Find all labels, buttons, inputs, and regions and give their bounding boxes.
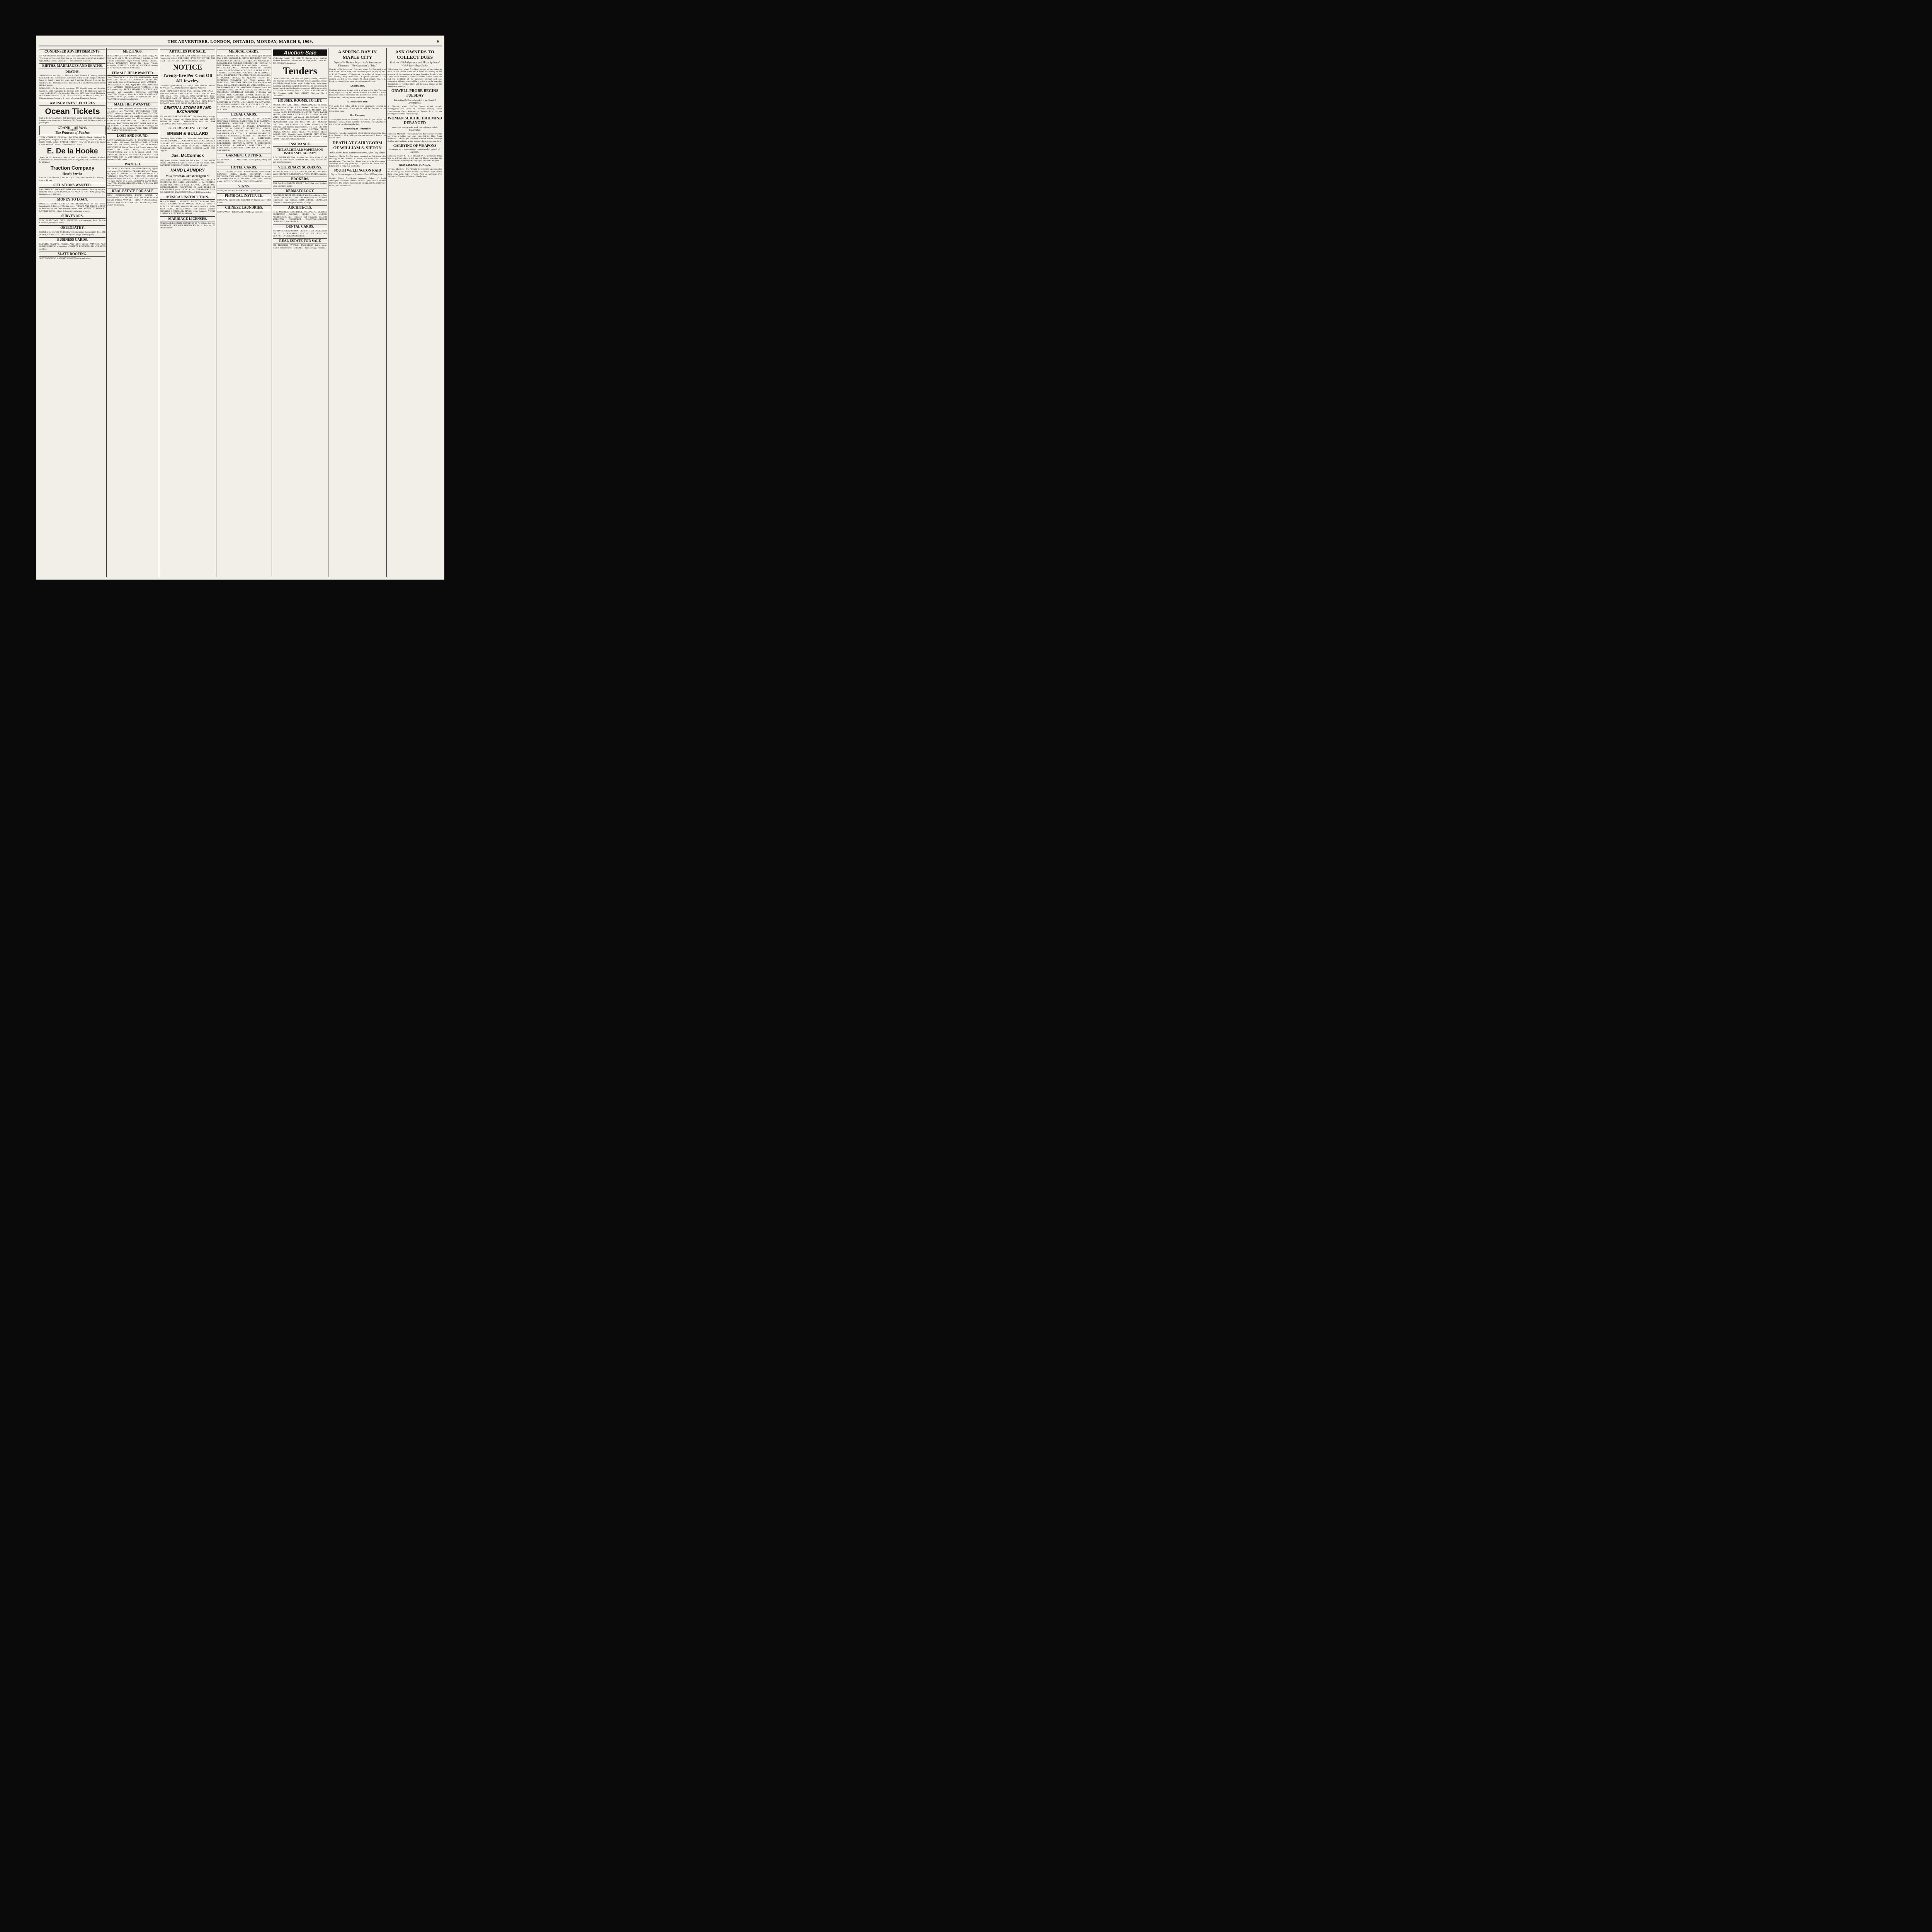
article-subheadline: Interesting Evidence Expected in the Scandal Investigation. (394, 99, 436, 104)
classified-text: HOTEL HARRISON—KING AND Richmond streets. KING EDWARD HOTEL (LATE BRITANNIA Hotel). METROPOLITAN HOTEL—TO AND FROM the station. DOMINION HOUSE, ADJOINING Grand Trunk Railway station. HOTEL WINDSOR, OPPOSITE MARKET. (217, 170, 271, 183)
section-heading: LEGAL CARDS. (217, 112, 271, 117)
ad-headline: GRAND---All Week (57, 126, 88, 130)
article-headline: CARRYING OF WEAPONS (393, 143, 437, 148)
ad-text: Commencing Wednesday, for 15 days. Stock must be reduced. N. W. SMITH, 230 Dundas street, opposite Armories. (160, 84, 215, 90)
article-text: A local paper stated on Saturday that about 87 per cent of the farmers of Canada reside over their own farms. The Advertiser's trip is giving excellent satisfaction. (329, 118, 386, 126)
masthead-title: THE ADVERTISER, LONDON, ONTARIO, MONDAY, MARCH 8, 1909. (167, 39, 313, 44)
ad-text: Agent for all Steamship Lines to and from England, Ireland, Scotland, Continental and Mediterranean ports. Sailing lists and all information can be obtained. (39, 156, 105, 164)
classified-text: 880 PRINCESS AVENUE, TWO-STORY brick house, modern conveniences. FOR SALE—Brick cottage, 7 rooms. (273, 244, 327, 249)
classified-text: REGULAR COMMUNICATION OF Union Lodge, No. 380, A. F. and A. M., this (Monday) evening, at 7:30 o'clock, at Masonic Temple. Visitors welcome. GOSPEL HALL, HAMILTON ROAD—Mr. James Waugh, evangelist. FIFTEENTH ANNUAL GENERAL meeting of the London Children's Aid Society. (107, 55, 158, 70)
article-subheadline: Hamilton Woman Who Took Her Life Was Polish Cigarmaker. (392, 127, 438, 132)
column-1 (39, 48, 106, 577)
masthead (36, 39, 444, 48)
section-heading: SIGNS. (217, 184, 271, 189)
article-text: Two weeks from today will be a great temperance occasion in Chatham, and most of the pulpits will be devoted to the temperance cause. (329, 105, 386, 112)
section-heading: SURVEYORS. (39, 214, 105, 219)
theatre-ad (39, 126, 105, 135)
classified-text: SIGNS, BANNERS, WINDOW AND glass signs. (217, 190, 261, 192)
classified-text: VETERAN SCRIP WANTED IMMEDIATELY; highest cash price. COMMERCIAL TRAVELLER WANTS room by April 15. WANTED—TEN THOUSAND ROLLS wallpaper to hang. WANTED—TEN CARS GOOD DRY hardwood ashes. WANTED—A DESIRABLE PERSON TO take charge of a ward. VETERAN LAND SCRIP WANTED. SOUTH AFRICAN SCRIP—WILL PAY $525 for veteran scrip. (107, 168, 158, 187)
classified-text: WOOLVERTON & BROWN, DENTISTS, 216 Dundas street. DR. G. H. KENNEDY, DENTIST. DR. BENTLEY, DENTIST, OVER Ed Dundas street. (273, 230, 327, 238)
column-6 (328, 48, 386, 577)
classified-text: FOR SALE—LONDON STREET RAILWAY and Southern Loan Company stocks. (273, 182, 327, 187)
column-3 (159, 48, 216, 577)
section-heading: SLATE ROOFING. (39, 252, 105, 257)
article-text: Chatham has been favored with a perfect spring day. The sun shone brightly all day and people came out in hundreds to enjoy the balmy weather conditions. The favorite walk seemed to be to Indian Creek, and the pleasant roads were thronged. (329, 89, 386, 99)
ad-text: 324 and 326 CLARENCE STREET. Dry, clean, bright storage for furniture, pianos, etc. Goods bought and sold. KEEP WARM AT SMALL COST—GOOD hard coal. FOR CARRIAGE AND WAGON PAINTING. (160, 116, 215, 126)
classified-text: NEW EIGHT-ROOMED BRICK HOUSE, all conveniences. A GOOD SPECULATION IN REAL estate for sale. LORNE AVENUE — BRICK-VENEER cottage, 6 rooms. FOR SALE — WATERLOO STREET, central, 2-story brick house. (107, 194, 158, 206)
ad-subheadline: Miss Strachan, 347 Wellington St (165, 174, 210, 178)
section-heading: GARMENT CUTTING. (217, 153, 271, 158)
ad-subheadline: Twenty-five Per Cent Off All Jewelry. (162, 72, 213, 83)
article-text: St. Thomas, March 7.—The famous Orwell scandal investigation will open on Tuesday morning before Commissioner Ennis Saunders, of Toronto. It is said the investigation will be very thorough. (388, 105, 442, 115)
classified-text: HEDLEY V. CATON, OSTEOPATHIC physician. Consultation free. DR. WHITE, GRADUATE LOS ANGELES College of Osteopathy. (39, 231, 105, 236)
classified-text: F. W. FARNCOMB, CIVIL ENGINEER and surveyor, Bank Toronto Chambers, Richmond street. (39, 219, 105, 224)
section-heading: CONDENSED ADVERTISEMENTS. (39, 49, 105, 54)
column-4 (216, 48, 272, 577)
newspaper-page (36, 36, 444, 580)
ad-headline: BREEN & BULLARD (167, 131, 208, 136)
classified-text: ROOMS FOR MILLINERS, DRESSMAKERS or tailors. WOULD LEASE HALF OF STORE ON south side of Dundas street. NINE-ROOMED HOUSE, MODERN, good location. ALEX. HENDERSON'S MOVING VANS. LARGE HOUSE, 10 ROOMS, CENTRAL. LARGE FRONT ROOM, WELL FURNISHED and heated. SIX-ROOMED BRICK HOUSE, PRACTICALLY new. TO RENT—HOUSE, BARN, BLACKSMITH shop and tools. TO LET—MODERN DWELLING. TO LET—NO. 48 YORK STREET, FOUR bedrooms and modern improvements. TO LET OR FOR SALE—COTTAGE, seven rooms. 2-STORY BRICK HOUSE, ON ST. James street. TWO-STORY BRICK HOUSE, 3679 Waterloo street. FOREST CITY UNION MOVING VANS. FIVE-ROOMED HOUSE. STORAGE FOR FURNITURE, PIANOS and pictures. (273, 104, 327, 141)
ad-headline: HAND LAUNDRY (170, 168, 205, 173)
classified-text: SLATE ROOFING, ASPHALT CEMENT roofs and prices. (39, 257, 91, 260)
section-heading: SITUATIONS WANTED. (39, 183, 105, 188)
section-heading: PHYSICAL INSTITUTE. (217, 193, 271, 198)
article-headline: WOMAN SUICIDE HAD MIND DERANGED (388, 116, 442, 126)
article-text: Hamilton, March 8.—The woman who threw herself into the bay from a bridge has been identified by Miss Annie Kobilevska, a Polish girl. She lived with her brother, who says that her mind had been acting strangely for the past four days. (388, 133, 442, 143)
ad-subheadline: THE ARCHIBALD McPHERSON INSURANCE AGENCY (277, 148, 323, 155)
article-subheadline: Liquor License Inspector Summons Three Hillsbury Men. (331, 173, 384, 176)
classified-text: LOST, SATURDAY, MARCH 6—BEAVER fur between the Market, 311 street. FOUND—PURSE, CORNER WORTLEY and Briscoe, Sunday. LOST ON SUNDAY, BETWEEN ST. Mary's Church and Dundas street—Gold locket and chain. LOST, SATURDAY—A POCKETBOOK, near G. T. R. station. LOST—THIS MORNING, ON DUNDAS street—A mink muff. LOST BETWEEN CON. 1, WESTMINSTER, and Collegiate Institute—Gold locket. (107, 139, 158, 161)
article-headline: DEATH AT CAIRNGORM OF WILLIAM S. SIFTON (332, 140, 383, 150)
section-heading: MUSICAL INSTRUCTION. (160, 195, 215, 200)
section-heading: VETERINARY SURGEONS. (273, 165, 327, 170)
article-text: Strathroy, March 7.—The death occurred at Cairngorm this morning of Mr. William S. Sifton, the well-known cheese manufacturer. The late Mr. Sifton was born in Westminster Township about fifty years ago. In politics Mr. Sifton was a Liberal and in religion a Methodist. (329, 155, 386, 168)
section-heading: MALE HELP WANTED. (107, 102, 158, 107)
ad-headline: Ocean Tickets (45, 107, 100, 116)
ad-headline: Tenders (283, 65, 317, 77)
ad-text: London to St. Thomas, 7 a.m. to 11 p.m. Every two hours to Port Stanley, 7 a.m. to 11 p.m. (39, 177, 105, 182)
classified-text: JAS. CRESSWELL, MUSICAL DIRECTOR Grand Opera House. STUDIOS—HEINTZMAN'S, DUNDAS street. J. PARNELL MORRIS, ORGANIST and choirmaster. MISS JEAN ROBB, ELOCUTIONIST and soprano vocalist. CHARLES E. WHEELER, PIANO, organ, harmony. VERNE L. HEWER, CONCERT BARITONE. (160, 200, 215, 215)
ad-headline: The Princess of Patches (55, 131, 90, 135)
section-heading: DENTAL CARDS. (273, 224, 327, 229)
classified-text: WONG WOO—THE HAMILTON ROAD Laundry. (217, 211, 263, 213)
classified-text: EXPERIENCED MAN AND WIFE want situation on a farm by the year, from the 1st of April. BOOKKEEPER WANTS POSITION; young lady, inexperienced; reference. (39, 188, 105, 196)
section-heading: LOST AND FOUND. (107, 133, 158, 138)
section-heading: MONEY TO LOAN. (39, 197, 105, 202)
ad-text: TONY CORTESE, ORIGINAL LONDON HARP—Music furnished for parties, balls, banquets. CHAPTER HOUSE—Monday, March 8th, Rev. W. Dabbe Smith, lecture. UNIQUE TALENT TEA will be given by Young Ladies' Mission Circle of First Methodist Church. (39, 136, 105, 146)
ad-headline: E. De la Hooke (47, 147, 98, 155)
article-text: SAUNBY—In this city, on March 8, 1909, Thomas E. Saunby, beloved husband of Ethel May Saunby, and second oldest son of George and the late Mary J. Saunby, aged 24 years and 8 months. Funeral from his late residence, 473 Dufferin avenue. Friends and acquaintances please accept this intimation. (39, 74, 105, 87)
section-heading: BROKERS. (273, 177, 327, 182)
section-heading: BUSINESS CARDS. (39, 237, 105, 242)
article-crosshead: Something to Remember. (344, 127, 371, 130)
ad-headline: Auction Sale (273, 49, 327, 56)
section-heading: ARCHITECTS. (273, 205, 327, 210)
ad-text: High grade Harness, Trunks and Suit Cases. IF YOU WANT HELP, SITUATIONS want to buy or sell real estate. YOU CAN KEEP YOURSELF WARM with plenty of wood. (160, 159, 215, 167)
section-heading: MEETINGS. (107, 49, 158, 54)
article-text: [Special to The Advertiser.] Chatham, March 7.—The services at Park Street Church were conducted throughout the day by Rev. A. E. M. Thomson, of Woodstock, the subject of the morning and evening being "Education." A special quartette in the evening was led by Mrs. Bogart. At Christ Church, Rev. T. S. Boyle continued his series of special sermons for men. (329, 68, 386, 83)
section-heading: WANTED. (107, 162, 158, 167)
article-subheadline: Enjoyed in Various Ways—Able Sermons on Education—The Advertiser's "Trip." (333, 61, 381, 67)
article-headline: A SPRING DAY IN MAPLE CITY (338, 49, 377, 60)
classified-text: PATTERNS CUT TO MEASURE. Tailor system, fitting and cutting. (217, 158, 271, 164)
article-subheadline: Rock on Which Operator and Miner Split and Which May Mean Strike. (390, 61, 440, 67)
article-text: Hamilton, March 8.—T. J. Stewart, M.P., announced today that he will introduce a bill into the House amending the criminal code respecting the carrying of concealed weapons. (388, 155, 442, 162)
subheading: DEATHS. (65, 69, 80, 73)
ad-headline: Traction Company (50, 165, 95, 171)
classified-text: P. M. MILLIKAN. Fire, Accident and Plate Glass. G. M. GUNN & SON—ESTABLISHED 1863. Fire, accident and sick benefit insurance. (273, 156, 327, 164)
article-headline: ORWELL PROBE BEGINS TUESDAY (391, 89, 439, 98)
column-5 (272, 48, 328, 577)
article-crosshead: Our Farmers. (350, 114, 365, 117)
classified-text: PRIVATE FUNDS TO LOAN ON MORTGAGES on real estate. Macpherson & Ferris, 47 Dundas street. PRIVATE AND TRUST MONEY to loan on city and farm property; lowest rates. MONEY TO LOAN AT LOWEST RATES—Knott & Sangster, real estate brokers. (39, 202, 105, 213)
classified-text: TAMPE & SON—OFFICE AND HOSPITAL, 188 Talbot street. TENNENT & McDONALD, VETERINARY surgeons. (273, 170, 327, 175)
ad-text: TONIGHT (67, 129, 78, 132)
classified-text: MARRIAGE LICENSES ISSUED BY H. A. Childs, druggist. MARRIAGE LICENSES ISSUED BY W. H. Bartram, 99 Dundas street. (160, 222, 215, 230)
article-text: Toronto, March 6.—The Ontario Government has appointed the following new license boards: Fifty-third—West, Walter Ross, John Lang, Peter McVicar, Peter A. McVicar, West Wellington, Thomas McManus, John Jackson. (388, 168, 442, 178)
classified-text: PHYSICAL INSTITUTE, CORNER Wellington and Talbot streets. (217, 199, 271, 204)
section-heading: FEMALE HELP WANTED. (107, 71, 158, 76)
section-heading: DERMATOLOGY. (273, 189, 327, 194)
ad-text: Cement sidewalks, and kerb and gutters, lumber, hardware, iron castings, corner irons, Portland cement, gravel and stone, vitrified tile, gravel, broken stone, driving sewer, stone street, sweeping and cleaning asphalt pavements, etc. Tenders for the above general supplies for the current year will be received up to 5 o'clock on Tuesday, March 11, 1909. A. O. GRAYDON, City Engineer. ALD. WM. GERRY, Chairman No. 2 Committee. (273, 77, 327, 97)
section-heading: BIRTHS, MARRIAGES AND DEATHS. (39, 63, 105, 68)
ad-headline: NOTICE (173, 63, 202, 71)
column-7 (386, 48, 443, 577)
article-crosshead: A Temperance Day. (347, 100, 368, 103)
classified-text: WANTED—COOK; ALSO CHAMBERMAID. Apply Hotel Ceell. WANTED—COMPETENT SKIRT AND waist hands; none but first-class need apply. WANTED—AN ASSISTANT COOK. Apply Miss Shea, 202 Dundas street. WANTED—MIDDLE-AGED WOMAN, to live with young lady. SHOES REPAIRED QUICKLY AND properly, and reasonable. GENERAL SERVANT WANTED TO go to Sifton Park. HOUSEMAID AND DINING-ROOM girl wanted. EXPERIENCED GIRLS WANTED to work in book bindery. (107, 76, 158, 101)
article-subheadline: Well-Known Cheese Manufacturer Dead, After Long Illness. (329, 151, 386, 154)
classified-text: FOR SALE—SADDLERY AND HARNESS business; good reasons for selling. FOR SALE—TWO FAT CATTLE. FOR SALE—OATS FOR SEED; WHITE Marvel variety. (160, 55, 215, 62)
article-headline: SOUTH WELLINGTON RAID (333, 168, 381, 173)
section-heading: HOTEL CARDS. (217, 165, 271, 170)
article-text: No Advertisement Accepted Less Than Fifteen Words. Advertisements—Ten cents per line each insertion, or two cents per word if set in display type. Births, Deaths, Marriages—Fifty cents each insertion. (39, 55, 105, 62)
section-heading: REAL ESTATE FOR SALE (273, 238, 327, 243)
section-heading: ARTICLES FOR SALE. (160, 49, 215, 54)
ad-subheadline: Hourly Service (62, 172, 83, 175)
article-subheadline: Hamilton M. P. Wants Police Empowered to Search All Suspects. (389, 148, 440, 154)
classified-text: STUART & SCANDRETT, BARRISTERS, etc. GIBBONS, HARPER & GIBBONS, BARRISTERS. W. E. BARTRAM, BARRISTER, SOLICITOR. BUCHNER & GUNN, BARRISTERS. JARVIS & JARVIS, BARRISTERS. McKILLOP & MURPHY, BARRISTERS. MAGEE, HEIGHINGTON, BARRISTERS. J. M. McEVOY, BARRISTER, SOLICITOR. J. A. FAULDS, BARRISTER. PURDOM & PURDOM, BARRISTERS. TENNENT & CAMPBELL, BARRISTERS. A. GREENLEES, BARRISTER, ETC. FITZGERALD & FITZGERALD, BARRISTERS. CRONYN & BETTS & COLERIDGE. BLACKBURN & WEEKES, BARRISTERS. T. H. LUSCOMBE, BARRISTER. GRAYDON & GRAYDON, BARRISTERS. (217, 117, 271, 152)
classified-text: ELECTRO-PLATING, NICKEL AND silver plating. PAINTING AND RUBBER-TIRING a specialty. CARPETS REMODELLED, CLEANED and laid. (39, 243, 105, 250)
article-text: ROBINSON—At the family residence, 596 Ontario street, on Saturday, March 6, 1909, Catharine E., beloved wife of F. H. Robinson, aged 55 years. McKNIGHT—On Saturday, March 6, 1909, Mrs. Sarah McKnight, of 126 Hamilton road. FOWLER—In this city, on March 7, 1909, at 92 Princess avenue, Margaret A., relict of the late Thomas A. Fowler. (39, 87, 105, 100)
article-crosshead: NEW LICENSE BOARDS. (399, 163, 431, 167)
ad-subheadline: FRESH MEATS EVERY DAY (167, 126, 208, 130)
section-heading: OSTEOPATHY. (39, 225, 105, 230)
section-heading: REAL ESTATE FOR SALE (107, 189, 158, 194)
section-heading: INSURANCE. (273, 142, 327, 147)
section-heading: MARRIAGE LICENSES. (160, 216, 215, 221)
page-number: 9 (437, 39, 439, 44)
ad-headline: Jas. McCormick (171, 153, 204, 158)
ad-text: Normandy Meat Market. 491 Richmond Street. Phone 2397. ROBINSON PIANO, 1 OCTAVES AT $330. YOUR BICYCLE CLEANED AND stored for winter, $1. ON HAND—SALE OF CUPAID CORSETS. YOUR BICYCLE THOROUGHLY OVERHAULED. TWO GOOD SECOND-HAND TOP buggies. (160, 137, 215, 152)
ad-headline: CENTRAL STORAGE AND EXCHANGE (163, 106, 212, 114)
article-headline: ASK OWNERS TO COLLECT DUES (395, 49, 434, 60)
article-text: Wilkesbarre, Pa., March 7.—Mine workers of the anthracite fields in the United States and Canada are waiting on the outcome of the conference between President Lewis of the United Mine Workers of America and the miners' committee and the presidents of the anthracite railroad and coal companies. Whether there will be a strike, with the attending discomforts, or whether there will be peace hinges on the subsequent meetings. (388, 68, 442, 88)
section-heading: AMUSEMENTS, LECTURES (39, 101, 105, 106)
ad-text: Wednesday, March 10, 1909, 78 Dundas street, contents Majestic Restaurant, counter, electric sign, tables, chairs, etc. JOS. BROWN, Auctioneer. (273, 57, 327, 65)
section-heading: CHINESE LAUNDRIES. (217, 205, 271, 210)
article-text: Tomorrow (Monday) evening in Christ Church schoolroom, Rev. F. A. Chadwick, M.A., will give a lecture entitled "A Tour of the British Isles." (329, 132, 386, 139)
article-text: Guelph, March 6.—License Inspector Oakes, of South Wellington, conducted a raid in the local option district of West Flamboro. The Ontario Government has appointed a conference to deal with the question. (329, 177, 386, 187)
classified-text: DR. ECCLES WILL NOT BE IN HIS office again till about May 1. DR. CHARLES E. JARVIS, HOMEOPATHIST, 715 Dundas street. DR. HUGHES, 244 QUEEN'S AVENUE. DR. F. OWENS, EYE AND EAR SURGEON. DR. NORMAN R. HENDERSON, CORNER Park and Dufferin avenues. J. MASON, B.A., M.D., CORNER Dundas and Colborne streets. DR. HUTCHISON HOGG, M.D., C.M. DR. FINGEL—OFFICE, 404 WELLINGTON street. DR. NORMAN H. BEAL, DR. HARVEY WILLIAMS, F.R.C.S. (England). DR. E. PARDEE BUCKE, 317 QUEEN'S avenue. DR. SEPTIMUS THOMSON, 445 PARK avenue. DR. McLELLAN, GRADUATE NEW York Eye, Ear, Nose and Throat. DR. ALICE JAMIESON, 181 WELLINGTON street. DR. GEORGE NEWELL, NORTHWEST corner Dundas and Wellington streets. DR. W. J. SMITH, SPECIALIST. DR. MELDRUM, SOUTHEAST CORNER of Dundas and Clarence. MRS. CURRIER, PRIVATE HOSPITAL. DR. JOHN D. WILSON—OFFICE AND residence. F. BURDON, M.D., L.R.C.P. DR. LIZZIE D. WILSON—OFFICE REMOVED. R. STEVE, M.D., L.R.C.P. DR. RAYMOND, 258 QUEEN'S AVENUE. DR. H. J. CLARKE. DR. W. J. STEVENSON, 391 DUNDAS street. J. B. CAMPBELL, M.A., M.D. (217, 55, 271, 111)
classified-text: BUFF ORPINGTON EGGS FOR hatching. FOR SALE—WALNUT SIDEBOARD. FOR SALE—OR MILCH COW. FOR SALE—TWO HORSES, ONE GOOD farm horse. CLEARING SALE OF STOVES AND other goods. NEW PIANO-CASED ORGAN, $65. FOR SALE—NEW EIGHT-ROOMED house. ARC LIGHT AND POOL TABLES. (160, 90, 215, 105)
column-2 (106, 48, 159, 577)
classified-text: WANTED—BOY TO WORK IN GENERAL store; about 15 years of age. WANTED—EXPERIENCED FOUR-POINT barb wire operator. IN A FEW MONTHS YOU CAN LEARN telegraphy and qualify for a position on the Canadian railways, paying from $50 to $100 per month. SHOE MAN WANTED—ONE TO TAKE an interest preferred. ROUTEMAN WANTED WITH HORSE and rig. YOUNG MEN FOR POSITIONS IN the freight and ticket offices on the Canadian Pacific. MEN WANTED TO LEARN THE BARBER trade. (107, 107, 158, 132)
ad-text: Work Called For and Delivered. FAMILY WASHINGS A SPECIALTY. FOR SALE—WHEELING—J. W. THOMAS. FRESH FISH NOW ON SALE. STOVES, RANGES AND REFRIGERATORS. FURNITURE OF ALL KINDS AT REASONABLE prices. GOOD COAL CHEAP—GREEN & CO. WEDDING STATIONERY IN ALL THE latest styles. (160, 179, 215, 194)
classified-text: H. C. McBRIDE, ARCHITECT. WILLIAM G. MURRAY, ARCHITECT. MOORE, HENRY & MUNRO, ARCHITECTS, civil engineers and surveyors. TALBOT JOHNSTON, ARCHITECT. REMOVAL—GEORGE CRADDOCK, ARCHITECT. (273, 211, 327, 223)
section-heading: HOUSES, ROOMS, TO LET. (273, 98, 327, 103)
ad-text: Call at F. B. CLARKE'S, 416 Richmond street, next Bank of Commerce. Lowest current rates to or from the Old Country, and the best attention to passengers. (39, 117, 105, 124)
section-heading: MEDICAL CARDS. (217, 49, 271, 54)
classified-text: COMBINGS MADE UP—BRING YOUR combings to Mrs. Carver. BUTLER'S, 281 DUNDAS—HAIR GOODS, Superfluous hair removed. MISS BRITTE, GRADUATE GRAHAM Dermatological School, Chicago. (273, 194, 327, 204)
article-crosshead: A Spring Day. (350, 84, 365, 87)
